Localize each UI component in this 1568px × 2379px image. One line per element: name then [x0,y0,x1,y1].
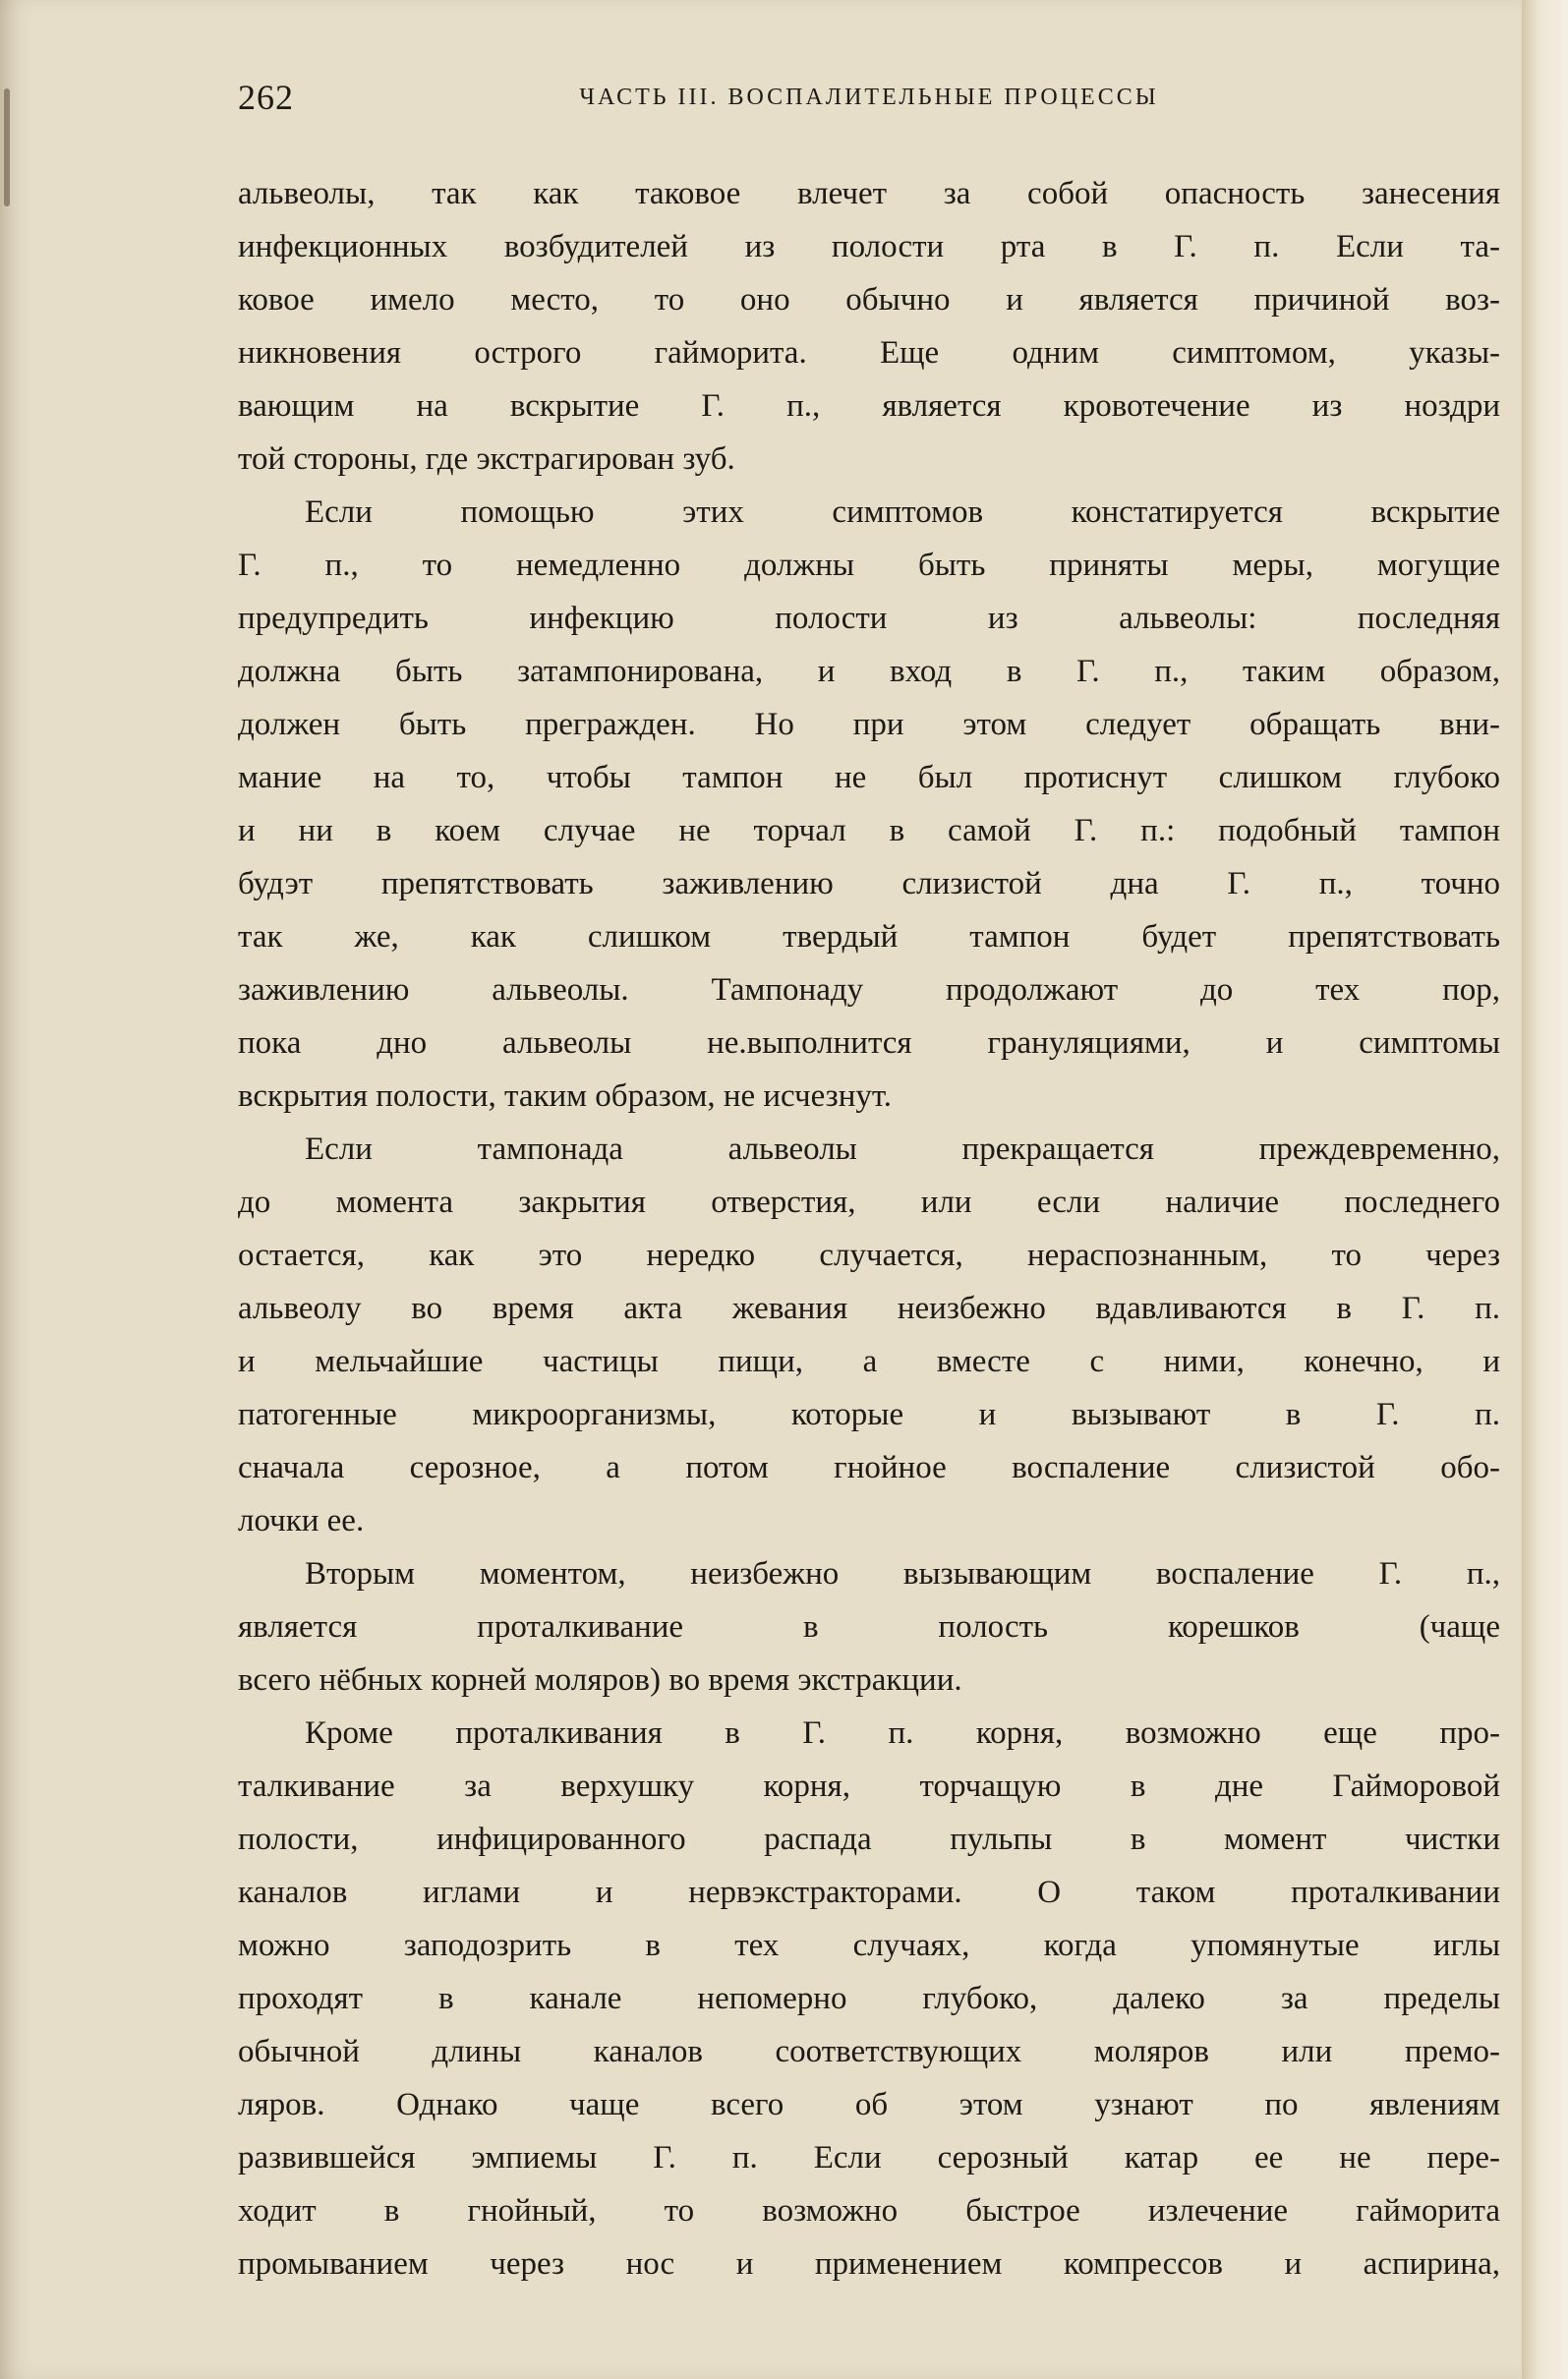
text-line: инфекционных возбудителей из полости рта в Г. п. Если та- [238,229,1500,264]
text-line: проходят в канале непомерно глубоко, далеко за пределы [238,1981,1500,2016]
text-line: является проталкивание в полость корешков (чаще [238,1609,1500,1645]
text-line: лочки ее. [238,1503,365,1538]
page-header [238,77,1500,126]
text-line: ковое имело место, то оно обычно и является причиной воз- [238,282,1500,318]
text-line: и мельчайшие частицы пищи, а вместе с ними, конечно, и [238,1344,1500,1379]
text-line: должна быть затампонирована, и вход в Г. п., таким образом, [238,654,1500,689]
text-line: до момента закрытия отверстия, или если наличие последнего [238,1185,1500,1220]
text-line: заживлению альвеолы. Тампонаду продолжают до тех пор, [238,972,1500,1008]
text-line: патогенные микроорганизмы, которые и вызывают в Г. п. [238,1397,1500,1432]
text-line: предупредить инфекцию полости из альвеолы: последняя [238,601,1500,636]
text-line: ходит в гнойный, то возможно быстрое излечение гайморита [238,2193,1500,2229]
text-line: и ни в коем случае не торчал в самой Г. п.: подобный тампон [238,813,1500,848]
text-line: альвеолы, так как таковое влечет за собой опасность занесения [238,176,1500,211]
text-line: промыванием через нос и применением компрессов и аспирина, [238,2246,1500,2282]
text-line: Г. п., то немедленно должны быть приняты меры, могущие [238,548,1500,583]
text-line: так же, как слишком твердый тампон будет препятствовать [238,919,1500,955]
page-number: 262 [238,78,294,117]
text-line: мание на то, чтобы тампон не был протиснут слишком глубоко [238,760,1500,795]
text-line: вающим на вскрытие Г. п., является кровотечение из ноздри [238,388,1500,424]
spine-shadow [4,88,10,206]
text-line: альвеолу во время акта жевания неизбежно вдавливаются в Г. п. [238,1291,1500,1326]
paragraph-start: Кроме проталкивания в Г. п. корня, возможно еще про- [305,1715,1500,1751]
text-line: вскрытия полости, таким образом, не исчезнут. [238,1078,893,1114]
text-line: развившейся эмпиемы Г. п. Если серозный катар ее не пере- [238,2140,1500,2176]
paragraph-start: Если тампонада альвеолы прекращается преждевременно, [305,1131,1500,1167]
body-text [238,167,1500,2291]
text-line: можно заподозрить в тех случаях, когда упомянутые иглы [238,1928,1500,1963]
text-line: обычной длины каналов соответствующих моляров или премо- [238,2034,1500,2069]
paragraph-start: Если помощью этих симптомов констатируется вскрытие [305,494,1500,530]
text-line: пока дно альвеолы не.выполнится грануляциями, и симптомы [238,1025,1500,1061]
text-line: всего нёбных корней моляров) во время экстракции. [238,1662,962,1698]
text-line: должен быть прегражден. Но при этом следует обращать вни- [238,707,1500,742]
text-line: талкивание за верхушку корня, торчащую в дне Гайморовой [238,1769,1500,1804]
text-line: никновения острого гайморита. Еще одним симптомом, указы- [238,335,1500,371]
text-line: остается, как это нередко случается, нераспознанным, то через [238,1238,1500,1273]
text-line: полости, инфицированного распада пульпы в момент чистки [238,1822,1500,1857]
text-line: той стороны, где экстрагирован зуб. [238,441,735,477]
page-edge [1522,0,1568,2379]
running-head: ЧАСТЬ III. ВОСПАЛИТЕЛЬНЫЕ ПРОЦЕССЫ [579,85,1159,110]
text-line: каналов иглами и нервэкстракторами. О таком проталкивании [238,1875,1500,1910]
paragraph-start: Вторым моментом, неизбежно вызывающим воспаление Г. п., [305,1556,1500,1592]
text-line: ляров. Однако чаще всего об этом узнают по явлениям [238,2087,1500,2122]
text-line: сначала серозное, а потом гнойное воспаление слизистой обо- [238,1450,1500,1485]
text-line: будэт препятствовать заживлению слизистой дна Г. п., точно [238,866,1500,901]
